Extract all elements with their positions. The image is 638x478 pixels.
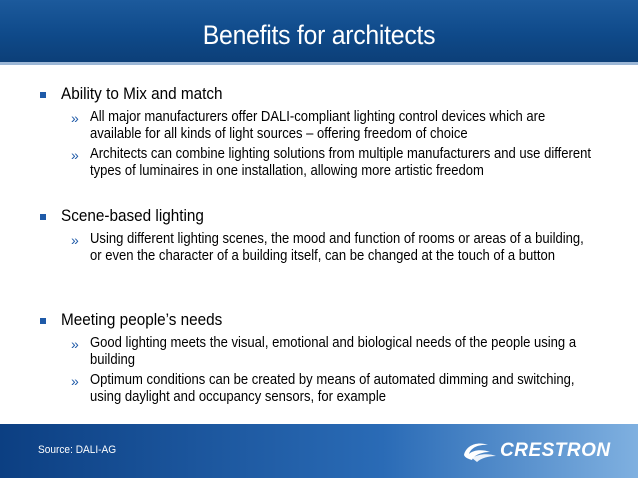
chevron-bullet: » <box>71 373 79 389</box>
sub-bullet-text: Good lighting meets the visual, emotional and biological needs of the people using a building <box>90 335 577 368</box>
chevron-bullet: » <box>71 110 79 126</box>
chevron-bullet: » <box>71 232 79 248</box>
sub-bullet-text: Architects can combine lighting solutions from multiple manufacturers and use different types of luminaires in one installation, allowing more artistic freedom <box>90 146 591 179</box>
chevron-bullet: » <box>71 336 79 352</box>
sub-bullet-text: Using different lighting scenes, the mood and function of rooms or areas of a building, or even the character of a building itself, can be changed at the touch of a button <box>90 231 584 264</box>
square-bullet-icon <box>40 92 46 98</box>
crestron-logo <box>460 438 620 464</box>
chevron-bullet: » <box>71 147 79 163</box>
section-heading: Ability to Mix and match <box>61 84 223 103</box>
title-divider <box>0 62 638 65</box>
section-heading: Meeting people’s needs <box>61 310 223 329</box>
sub-bullet-text: Optimum conditions can be created by means of automated dimming and switching, using daylight and occupancy sensors, for example <box>90 372 575 405</box>
swirl-logo-icon <box>460 438 500 464</box>
square-bullet-icon <box>40 318 46 324</box>
logo-wordmark: CRESTRON <box>500 440 611 461</box>
square-bullet-icon <box>40 214 46 220</box>
source-credit: Source: DALI-AG <box>38 444 117 456</box>
section-heading: Scene-based lighting <box>61 206 204 225</box>
slide-title: Benefits for architects <box>202 20 436 50</box>
sub-bullet-text: All major manufacturers offer DALI-compliant lighting control devices which are available for all kinds of light sources – offering freedom of choice <box>90 109 546 142</box>
